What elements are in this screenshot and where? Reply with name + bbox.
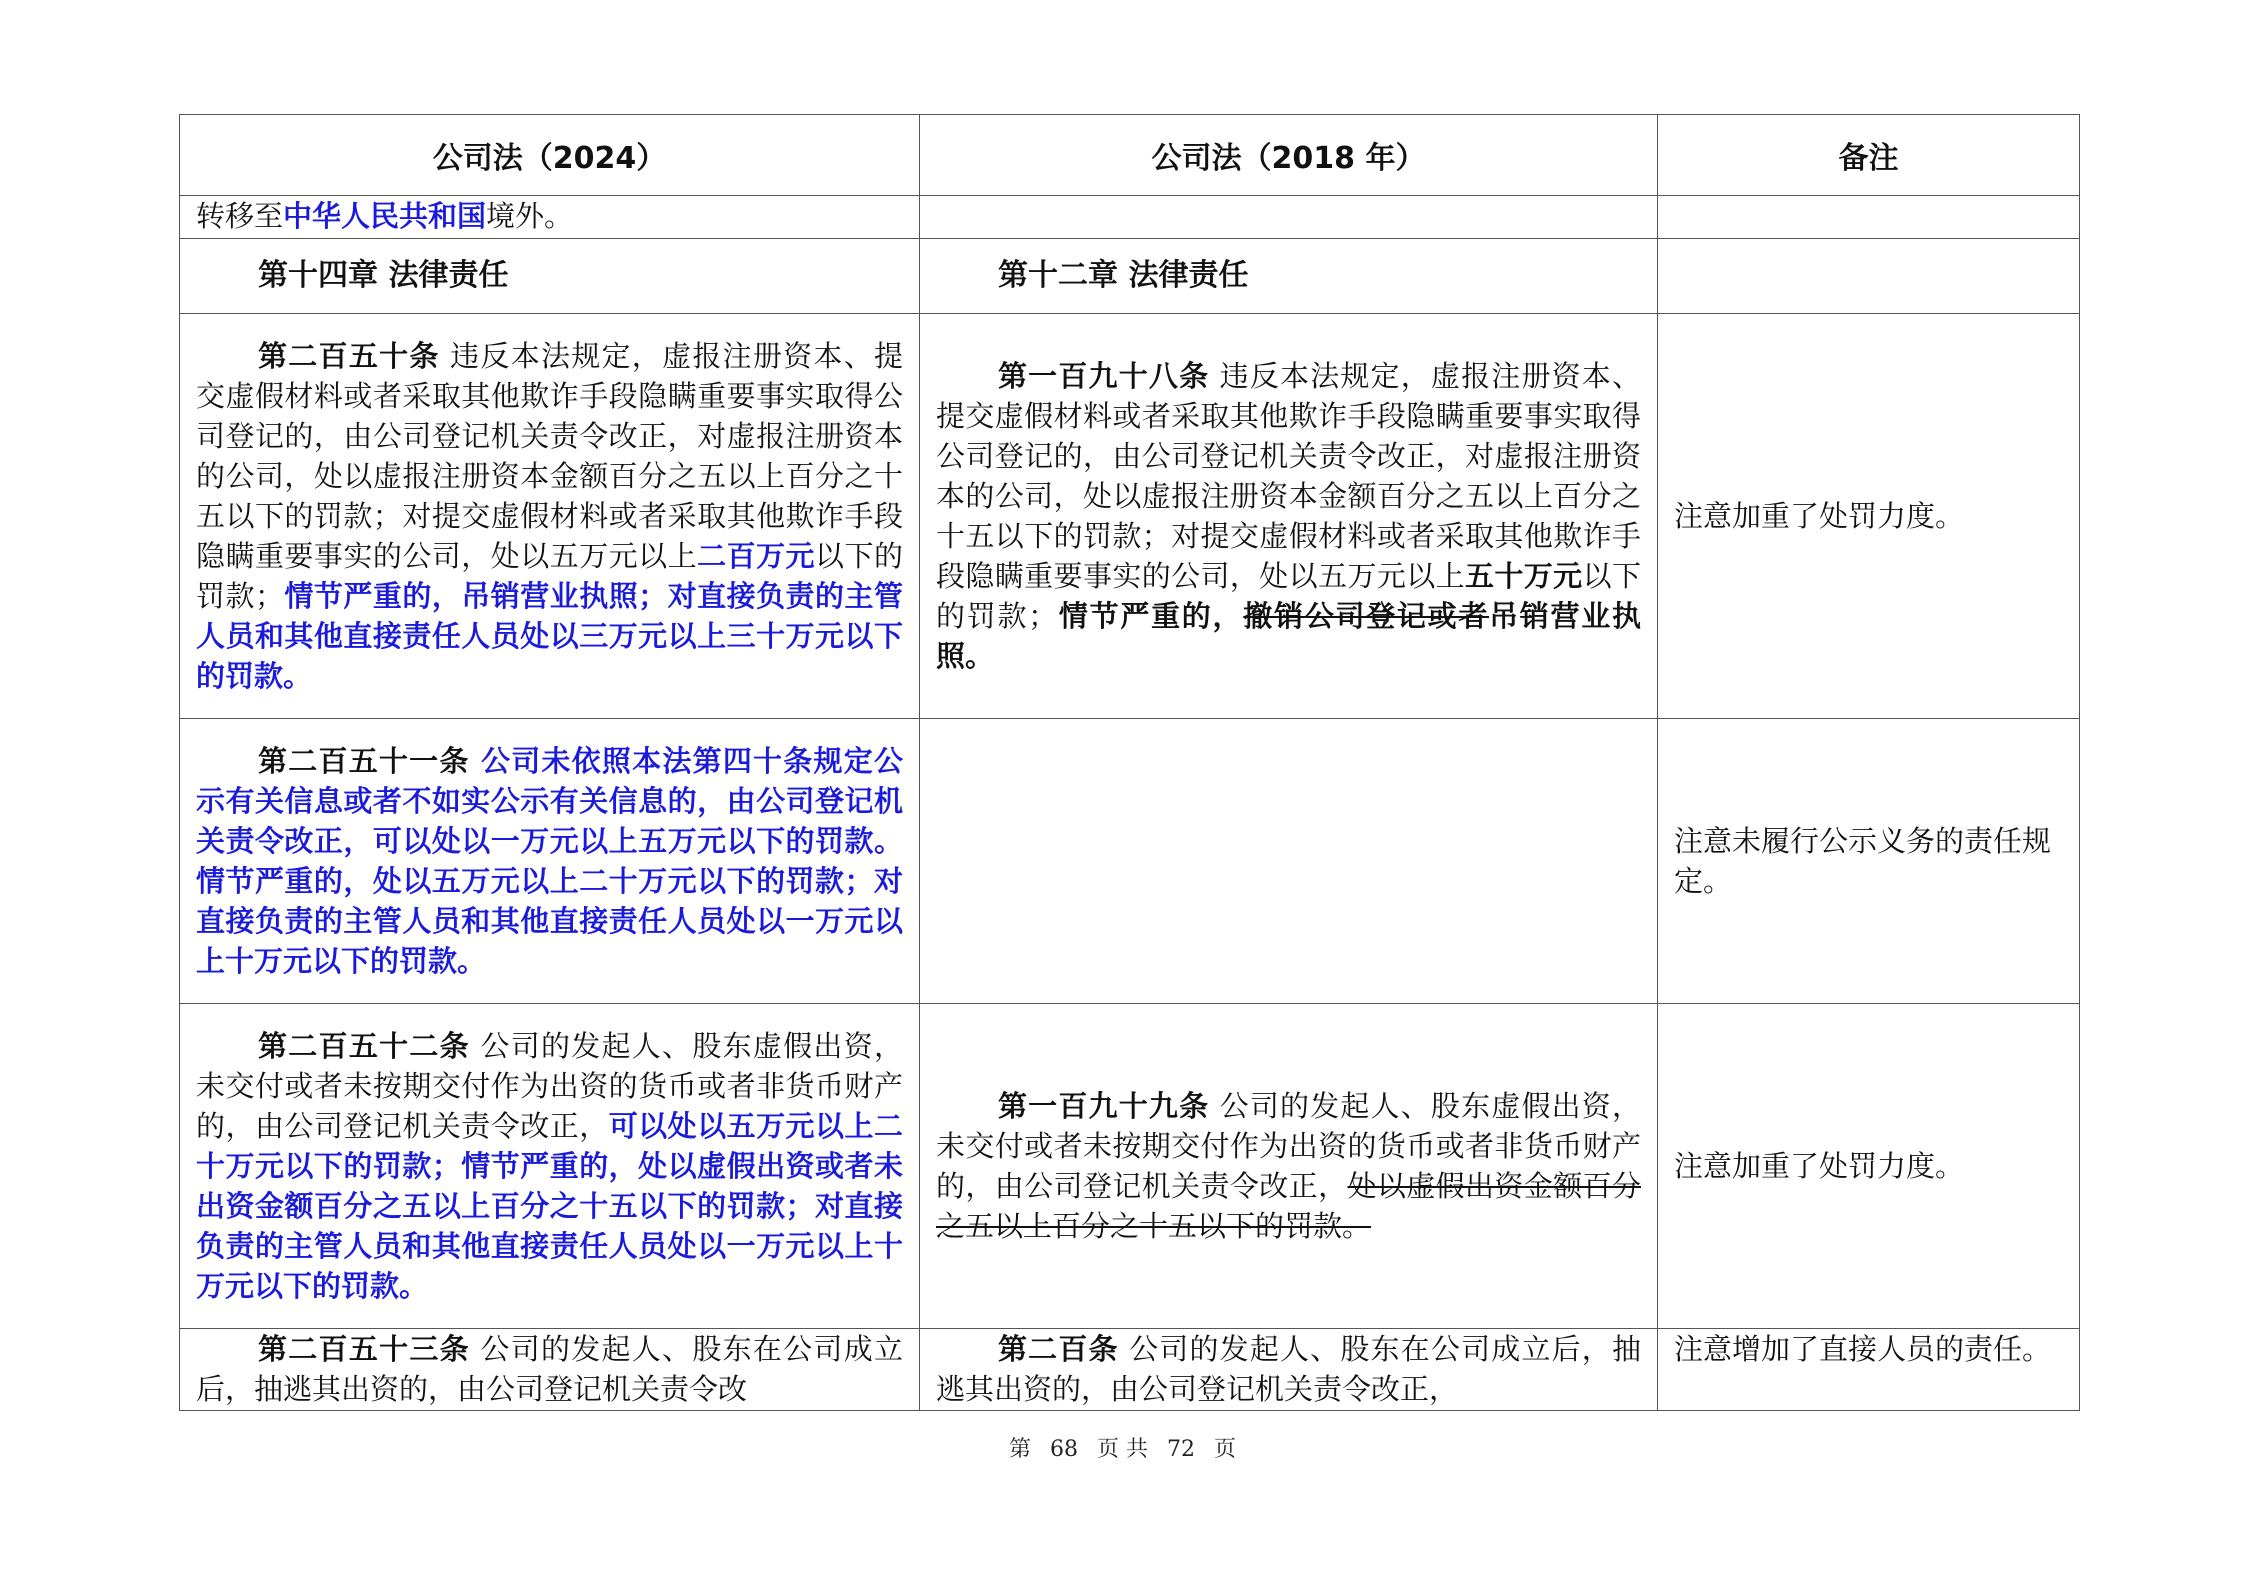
article-title: 第一百九十九条 xyxy=(998,1089,1210,1123)
deleted-text: 处以虚假出资金额百分之五以上百分之十五以下的罚款。 xyxy=(936,1169,1641,1243)
text: 公司的发起人、股东在公司成立后，抽逃其出资的，由公司登记机关责令改 xyxy=(196,1332,903,1406)
highlight-text: 公司未依照本法第四十条规定公示有关信息或者不如实公示有关信息的，由公司登记机关责令改正，可以处以一万元以上五万元以下的罚款。情节严重的，处以五万元以上二十万元以下的罚款；对直接负责的主管人员和其他直接责任人员处以一万元以上十万元以下的罚款。 xyxy=(196,744,903,978)
cell-2024 xyxy=(180,196,920,239)
cell-2018 xyxy=(920,196,1658,239)
footer-prefix: 第 xyxy=(1008,1437,1031,1462)
text: 转移至 xyxy=(196,199,284,233)
header-2018: 公司法（2018 年） xyxy=(920,115,1658,196)
text: 公司的发起人、股东虚假出资，未交付或者未按期交付作为出资的货币或者非货币财产的，由公司登记机关责令改正， xyxy=(196,1029,903,1143)
article-title: 第二百条 xyxy=(998,1332,1119,1366)
text: 以下的罚款； xyxy=(936,559,1641,633)
bold-text: 情节严重的， xyxy=(1057,599,1244,633)
bold-text: 吊销营业执照。 xyxy=(936,599,1641,673)
text: 以下的罚款； xyxy=(196,539,903,613)
footer-middle: 页 共 xyxy=(1097,1437,1148,1462)
comparison-table-container xyxy=(179,114,2079,1411)
cell-note xyxy=(1658,196,2080,239)
highlight-text: 中华人民共和国 xyxy=(283,199,487,233)
article-title: 第二百五十二条 xyxy=(258,1029,470,1063)
header-2024: 公司法（2024） xyxy=(180,115,920,196)
table-row xyxy=(180,196,2080,239)
cell-2024 xyxy=(180,719,920,1004)
deleted-text: 撤销公司登记或者 xyxy=(1243,599,1490,633)
text: 违反本法规定，虚报注册资本、提交虚假材料或者采取其他欺诈手段隐瞒重要事实取得公司登记的，由公司登记机关责令改正，对虚报注册资本的公司，处以虚报注册资本金额百分之五以上百分之十五以下的罚款；对提交虚假材料或者采取其他欺诈手段隐瞒重要事实的公司，处以五万元以上 xyxy=(936,359,1641,593)
header-note: 备注 xyxy=(1658,115,2080,196)
text: 公司的发起人、股东虚假出资，未交付或者未按期交付作为出资的货币或者非货币财产的，由公司登记机关责令改正， xyxy=(936,1089,1641,1203)
article-title: 第二百五十三条 xyxy=(258,1332,470,1366)
cell-2024 xyxy=(180,314,920,719)
page-total: 72 xyxy=(1167,1437,1195,1462)
cell-2024 xyxy=(180,1004,920,1329)
table-row xyxy=(180,1004,2080,1329)
cell-2018 xyxy=(920,314,1658,719)
table-row xyxy=(180,1329,2080,1411)
page-footer xyxy=(0,1432,2245,1463)
highlight-text: 二百万元 xyxy=(697,539,816,573)
chapter-2024: 第十四章 法律责任 xyxy=(180,239,920,314)
comparison-table xyxy=(179,114,2080,1411)
page-number: 68 xyxy=(1050,1437,1078,1462)
article-title: 第二百五十一条 xyxy=(258,744,470,778)
article-title: 第一百九十八条 xyxy=(998,359,1210,393)
cell-note: 注意未履行公示义务的责任规定。 xyxy=(1658,719,2080,1004)
text: 公司的发起人、股东在公司成立后，抽逃其出资的，由公司登记机关责令改正， xyxy=(936,1332,1641,1406)
text: 境外。 xyxy=(486,199,574,233)
cell-2018 xyxy=(920,1329,1658,1411)
cell-note xyxy=(1658,239,2080,314)
cell-note: 注意加重了处罚力度。 xyxy=(1658,314,2080,719)
cell-2018 xyxy=(920,719,1658,1004)
table-row xyxy=(180,719,2080,1004)
footer-suffix: 页 xyxy=(1214,1437,1237,1462)
cell-2024 xyxy=(180,1329,920,1411)
header-row xyxy=(180,115,2080,196)
highlight-text: 可以处以五万元以上二十万元以下的罚款；情节严重的，处以虚假出资或者未出资金额百分之五以上百分之十五以下的罚款；对直接负责的主管人员和其他直接责任人员处以一万元以上十万元以下的罚款。 xyxy=(196,1109,903,1303)
table-row xyxy=(180,314,2080,719)
cell-note: 注意加重了处罚力度。 xyxy=(1658,1004,2080,1329)
highlight-text: 情节严重的，吊销营业执照；对直接负责的主管人员和其他直接责任人员处以三万元以上三十万元以下的罚款。 xyxy=(196,579,903,693)
bold-text: 五十万元 xyxy=(1465,559,1583,593)
chapter-2018: 第十二章 法律责任 xyxy=(920,239,1658,314)
article-title: 第二百五十条 xyxy=(258,339,440,373)
text: 违反本法规定，虚报注册资本、提交虚假材料或者采取其他欺诈手段隐瞒重要事实取得公司登记的，由公司登记机关责令改正，对虚报注册资本的公司，处以虚报注册资本金额百分之五以上百分之十五以下的罚款；对提交虚假材料或者采取其他欺诈手段隐瞒重要事实的公司，处以五万元以上 xyxy=(196,339,903,573)
cell-note: 注意增加了直接人员的责任。 xyxy=(1658,1329,2080,1411)
chapter-row xyxy=(180,239,2080,314)
cell-2018 xyxy=(920,1004,1658,1329)
